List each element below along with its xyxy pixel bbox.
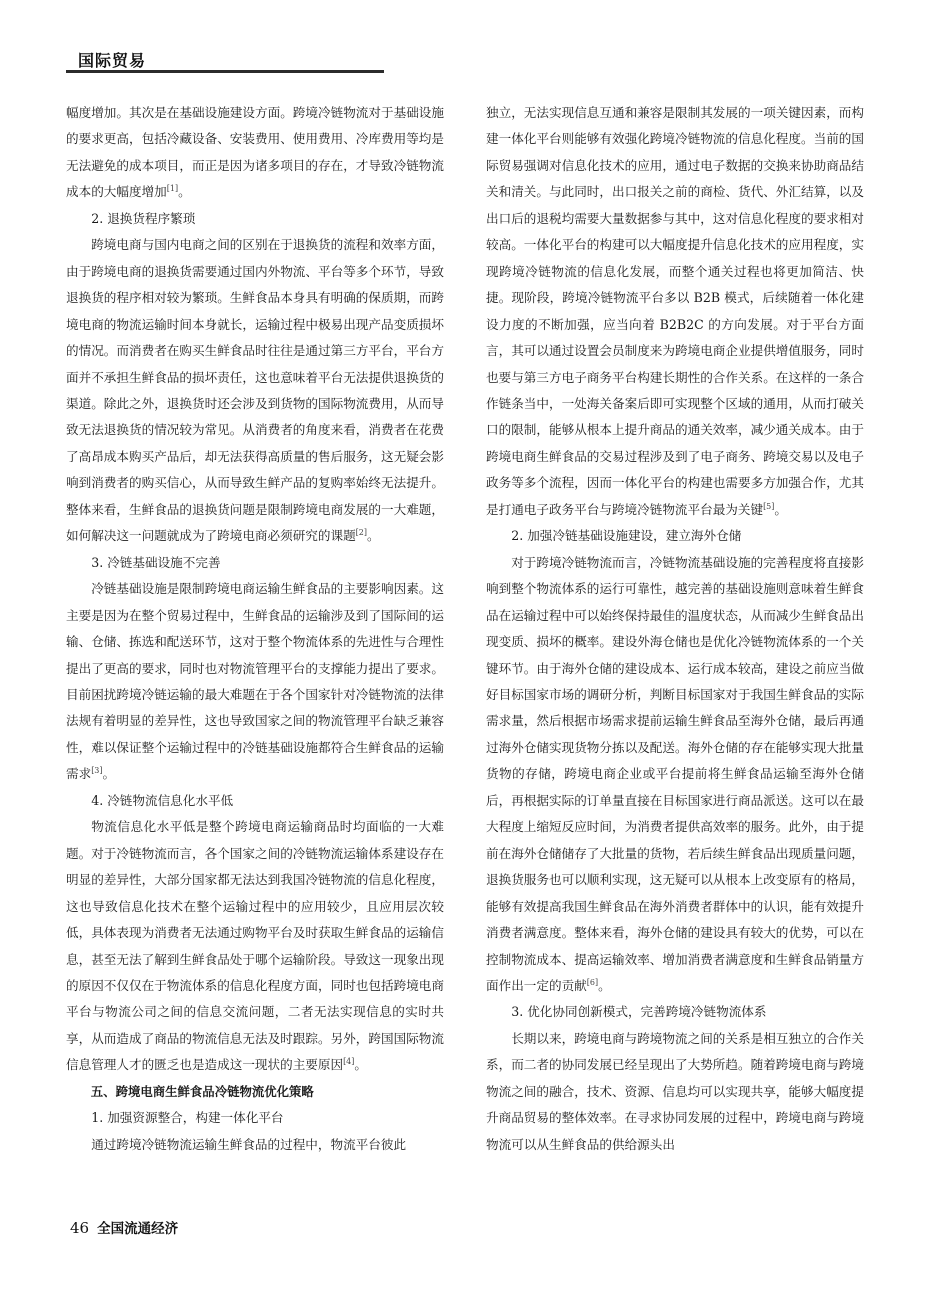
header-rule: [66, 70, 384, 73]
journal-name: 全国流通经济: [97, 1221, 179, 1237]
paragraph: [486, 100, 864, 523]
paragraph: [66, 100, 444, 206]
citation-ref: [2]: [355, 528, 367, 538]
citation-ref: [6]: [586, 977, 599, 987]
citation-ref: [3]: [91, 766, 103, 776]
citation-ref: [4]: [343, 1057, 355, 1067]
paragraph-end: 。: [354, 1057, 367, 1073]
page-footer: [70, 1217, 178, 1237]
paragraph-end: 。: [102, 766, 116, 782]
paragraph: [66, 576, 444, 788]
subsection-heading: 4. 冷链物流信息化水平低: [91, 792, 234, 808]
section-heading: 五、跨境电商生鲜食品冷链物流优化策略: [90, 1083, 314, 1099]
left-column: [66, 100, 444, 1158]
citation-ref: [5]: [763, 501, 775, 511]
paragraph: 通过跨境冷链物流运输生鲜食品的过程中，物流平台彼此: [91, 1136, 407, 1152]
section-header-title: 国际贸易: [78, 51, 147, 70]
paragraph-text: 冷链基础设施是限制跨境电商运输生鲜食品的主要影响因素。这主要是因为在整个贸易过程中，生鲜食品的运输涉及到了国际间的运输、仓储、拣选和配送环节，这对于整个物流体系的先进性与合理性提出了更高的要求，同时也对物流管理平台的支撑能力提出了要求。目前困扰跨境冷链运输的最大难题在于各个国家针对冷链物流的法律法规有着明显的差异性，这也导致国家之间的物流管理平台缺乏兼容性，难以保证整个运输过程中的冷链基础设施都符合生鲜食品的运输需求: [66, 581, 444, 782]
paragraph-text: 幅度增加。其次是在基础设施建设方面。跨境冷链物流对于基础设施的要求更高，包括冷藏设备、安装费用、使用费用、冷库费用等均是无法避免的成本项目，而正是因为诸多项目的存在，才导致冷链物流成本的大幅度增加: [66, 105, 444, 200]
paragraph: [66, 814, 444, 1079]
paragraph-text: 对于跨境冷链物流而言，冷链物流基础设施的完善程度将直接影响到整个物流体系的运行可靠性，越完善的基础设施则意味着生鲜食品在运输过程中可以始终保持最佳的温度状态，从而减少生鲜食品出现变质、损坏的概率。建设外海仓储也是优化冷链物流体系的一个关键环节。由于海外仓储的建设成本、运行成本较高，建设之前应当做好目标国家市场的调研分析，判断目标国家对于我国生鲜食品的实际需求量，然后根据市场需求提前运输生鲜食品至海外仓储，最后再通过海外仓储实现货物分拣以及配送。海外仓储的存在能够实现大批量货物的存储，跨境电商企业或平台提前将生鲜食品运输至海外仓储后，再根据实际的订单量直接在目标国家进行商品派送。这可以在最大程度上缩短反应时间，为消费者提供高效率的服务。此外，由于提前在海外仓储储存了大批量的货物，若后续生鲜食品出现质量问题，退换货服务也可以顺利实现，这无疑可以从根本上改变原有的格局，能够有效提高我国生鲜食品在海外消费者群体中的认识，能有效提升消费者满意度。整体来看，海外仓储的建设具有较大的优势，可以在控制物流成本、提高运输效率、增加消费者满意度和生鲜食品销量方面作出一定的贡献: [486, 554, 864, 993]
subsection-heading: 3. 优化协同创新模式，完善跨境冷链物流体系: [511, 1004, 767, 1020]
paragraph-text: 跨境电商与国内电商之间的区别在于退换货的流程和效率方面，由于跨境电商的退换货需要通过国内外物流、平台等多个环节，导致退换货的程序相对较为繁琐。生鲜食品本身具有明确的保质期，而跨境电商的物流运输时间本身就长，运输过程中极易出现产品变质损坏的情况。而消费者在购买生鲜食品时往往是通过第三方平台，平台方面并不承担生鲜食品的损坏责任，这也意味着平台无法提供退换货的渠道。除此之外，退换货时还会涉及到货物的国际物流费用，从而导致无法退换货的情况较为常见。从消费者的角度来看，消费者在花费了高昂成本购买产品后，却无法获得高质量的售后服务，这无疑会影响到消费者的购买信心，从而导致生鲜产品的复购率始终无法提升。整体来看，生鲜食品的退换货问题是限制跨境电商发展的一大难题，如何解决这一问题就成为了跨境电商必须研究的课题: [66, 237, 444, 544]
page-number: 46: [70, 1219, 90, 1237]
paragraph-text: 物流信息化水平低是整个跨境电商运输商品时均面临的一大难题。对于冷链物流而言，各个国家之间的冷链物流运输体系建设存在明显的差异性，大部分国家都无法达到我国冷链物流的信息化程度，这也导致信息化技术在整个运输过程中的应用较少，且应用层次较低，具体表现为消费者无法通过购物平台及时获取生鲜食品的运输信息，甚至无法了解到生鲜食品处于哪个运输阶段。导致这一现象出现的原因不仅仅在于物流体系的信息化程度方面，同时也包括跨境电商平台与物流公司之间的信息交流问题，二者无法实现信息的实时共享，从而造成了商品的物流信息无法及时跟踪。另外，跨国国际物流信息管理人才的匮乏也是造成这一现状的主要原因: [66, 819, 444, 1073]
citation-ref: [1]: [166, 184, 179, 194]
paragraph: [486, 550, 864, 1000]
paragraph-end: 。: [774, 501, 787, 517]
subsection-heading: 1. 加强资源整合，构建一体化平台: [91, 1110, 284, 1126]
paragraph-end: 。: [178, 184, 191, 200]
paragraph-text: 独立，无法实现信息互通和兼容是限制其发展的一项关键因素，而构建一体化平台则能够有效强化跨境冷链物流的信息化程度。当前的国际贸易强调对信息化技术的应用，通过电子数据的交换来协助商品结关和清关。与此同时，出口报关之前的商检、货代、外汇结算，以及出口后的退税均需要大量数据参与其中，这对信息化程度的要求相对较高。一体化平台的构建可以大幅度提升信息化技术的应用程度，实现跨境冷链物流的信息化发展，而整个通关过程也将更加简洁、快捷。现阶段，跨境冷链物流平台多以 B2B 模式，后续随着一体化建设力度的不断加强，应当向着 B2B2C 的方向发展。对于平台方面言，其可以通过设置会员制度来为跨境电商企业提供增值服务，同时也要与第三方电子商务平台构建长期性的合作关系。在这样的一条合作链条当中，一处海关备案后即可实现整个区域的通用，从而打破关口的限制，能够从根本上提升商品的通关效率，减少通关成本。由于跨境电商生鲜食品的交易过程涉及到了电子商务、跨境交易以及电子政务等多个流程，因而一体化平台的构建也需要多方加强合作，尤其是打通电子政务平台与跨境冷链物流平台最为关键: [486, 105, 864, 517]
paragraph-end: 。: [367, 528, 380, 544]
subsection-heading: 3. 冷链基础设施不完善: [91, 554, 221, 570]
paragraph: [66, 232, 444, 549]
subsection-heading: 2. 退换货程序繁琐: [91, 210, 196, 226]
paragraph-end: 。: [598, 977, 611, 993]
subsection-heading: 2. 加强冷链基础设施建设，建立海外仓储: [511, 528, 742, 544]
paragraph: 长期以来，跨境电商与跨境物流之间的关系是相互独立的合作关系，而二者的协同发展已经呈现出了大势所趋。随着跨境电商与跨境物流之间的融合，技术、资源、信息均可以实现共享，能够大幅度提升商品贸易的整体效率。在寻求协同发展的过程中，跨境电商与跨境物流可以从生鲜食品的供给源头出: [486, 1030, 864, 1152]
right-column: [486, 100, 864, 1158]
